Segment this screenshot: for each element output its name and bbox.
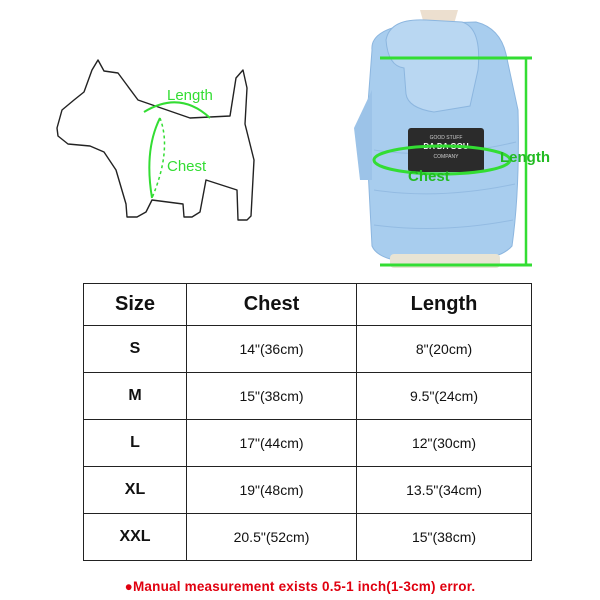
length-cell: 9.5"(24cm) bbox=[357, 373, 532, 420]
length-cell: 13.5"(34cm) bbox=[357, 467, 532, 514]
size-cell: XL bbox=[84, 467, 187, 514]
table-row bbox=[84, 467, 532, 514]
photo-length-label: Length bbox=[500, 149, 550, 166]
chest-measure-curve-front bbox=[149, 118, 160, 198]
length-cell: 8"(20cm) bbox=[357, 326, 532, 373]
header-size: Size bbox=[84, 284, 187, 326]
patch-line1: GOOD STUFF bbox=[429, 135, 463, 141]
size-cell: M bbox=[84, 373, 187, 420]
dog-outline bbox=[57, 60, 254, 220]
table-row bbox=[84, 326, 532, 373]
table-row bbox=[84, 420, 532, 467]
measurement-error-note: ●Manual measurement exists 0.5-1 inch(1-3cm) error. bbox=[124, 579, 476, 594]
photo-chest-label: Chest bbox=[408, 168, 450, 185]
length-cell: 12"(30cm) bbox=[357, 420, 532, 467]
chest-cell: 14"(36cm) bbox=[187, 326, 357, 373]
coat-sleeve bbox=[354, 90, 372, 180]
chest-cell: 19"(48cm) bbox=[187, 467, 357, 514]
size-cell: S bbox=[84, 326, 187, 373]
length-cell: 15"(38cm) bbox=[357, 514, 532, 561]
chest-measure-curve-back bbox=[152, 118, 165, 198]
size-cell: XXL bbox=[84, 514, 187, 561]
header-chest: Chest bbox=[187, 284, 357, 326]
table-header-row bbox=[84, 284, 532, 326]
dog-measurement-diagram bbox=[40, 40, 300, 250]
header-length: Length bbox=[357, 284, 532, 326]
length-measure-arc bbox=[144, 102, 210, 118]
size-chart-table bbox=[83, 283, 532, 561]
patch-line3: COMPANY bbox=[433, 154, 459, 160]
table-row bbox=[84, 373, 532, 420]
table-row bbox=[84, 514, 532, 561]
length-label: Length bbox=[167, 87, 213, 104]
patch-line2: DA DA GOU bbox=[423, 142, 469, 151]
chest-label: Chest bbox=[167, 158, 207, 175]
chest-cell: 17"(44cm) bbox=[187, 420, 357, 467]
size-cell: L bbox=[84, 420, 187, 467]
chest-cell: 20.5"(52cm) bbox=[187, 514, 357, 561]
dog-coat-photo bbox=[350, 10, 575, 272]
chest-cell: 15"(38cm) bbox=[187, 373, 357, 420]
